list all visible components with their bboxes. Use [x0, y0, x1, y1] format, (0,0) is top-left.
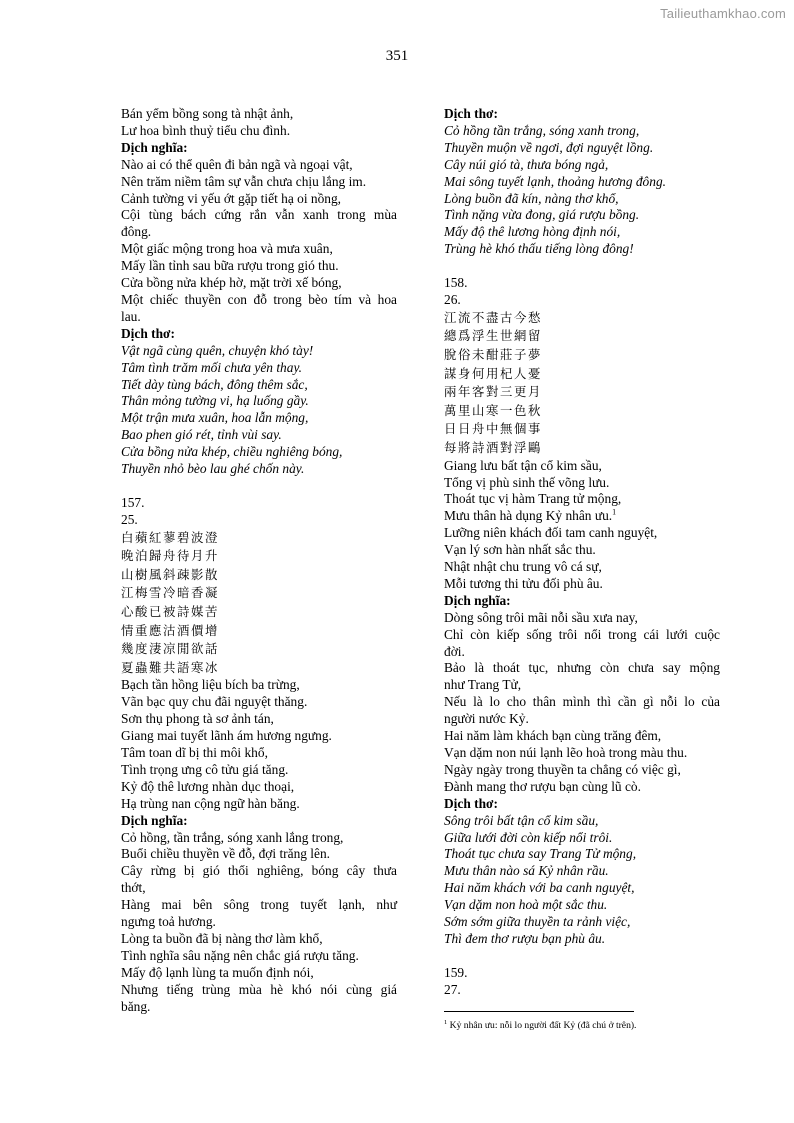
text-line: Giang lưu bất tận cổ kim sầu,	[444, 457, 602, 473]
poem-159-number: 159.	[444, 964, 468, 980]
text-line: Lư hoa bình thuỷ tiểu chu đình.	[121, 122, 291, 138]
text-line: Nhưng tiếng trùng mùa hè khó nói cùng giá	[121, 981, 397, 997]
text-line: Chỉ còn kiếp sống trôi nổi trong cái lưới cuộc	[444, 626, 720, 642]
text-line: Đành mang thơ rượu bạn cùng lũ cò.	[444, 778, 641, 794]
spacer	[444, 948, 720, 965]
text-line: Sông trôi bất tận cổ kim sầu,	[444, 812, 599, 828]
poem-156-verse-translation	[121, 343, 397, 478]
text-line: Cảnh tường vi yếu ớt gặp tiết hạ oi nồng,	[121, 190, 342, 206]
left-column	[121, 106, 397, 1016]
text-line: Cỏ hồng, tần trắng, sóng xanh lắng trong,	[121, 829, 344, 845]
text-line: Mai sông tuyết lạnh, thoảng hương đông.	[444, 173, 666, 189]
text-line: ngưng toả hương.	[121, 914, 216, 930]
footnote	[444, 1020, 764, 1032]
text-line: lau.	[121, 308, 141, 324]
transliteration-line: Mưu thân hà dụng Kỷ nhân ưu.	[444, 508, 613, 524]
right-column	[444, 106, 720, 999]
poem-158-translation-header: Dịch nghĩa:	[444, 592, 511, 608]
text-line: Mấy lần tỉnh sau bữa rượu trong gió thu.	[121, 258, 339, 274]
text-line: Thoát tục vị hàm Trang tử mộng,	[444, 491, 622, 507]
text-line: Trùng hè khó thấu tiếng lòng đông!	[444, 241, 634, 257]
text-line: Nhật nhật chu trung vô cá sự,	[444, 559, 602, 575]
text-line: Cây núi gió tà, thưa bóng ngả,	[444, 156, 609, 172]
text-line: Giang mai tuyết lãnh ám hương ngưng.	[121, 728, 332, 744]
poem-157-transliteration	[121, 677, 397, 812]
text-line: Vạn lý sơn hàn nhất sắc thu.	[444, 542, 596, 558]
chinese-verse-line: 白蘋紅蓼碧波澄	[121, 529, 219, 545]
footnote-divider	[444, 1011, 634, 1012]
text-line: Vật ngã cùng quên, chuyện khó tày!	[121, 342, 314, 358]
text-line: Hạ trùng nan cộng ngữ hàn băng.	[121, 795, 300, 811]
text-line: Vãn bạc quy chu đãi nguyệt thăng.	[121, 694, 308, 710]
text-line: Thuyền nhỏ bèo lau ghé chốn này.	[121, 461, 305, 477]
text-line: Tình nghĩa sâu nặng nên chắc giá rượu tăng.	[121, 947, 359, 963]
poem-157-verse-translation	[444, 123, 720, 258]
chinese-verse-line: 夏蟲難共語寒冰	[121, 659, 219, 675]
text-line: Thân mỏng tường vi, hạ luống gầy.	[121, 393, 309, 409]
text-line: Thì đem thơ rượu bạn phù âu.	[444, 930, 606, 946]
text-line: Cội tùng bách cứng rắn vẫn xanh trong mùa	[121, 207, 397, 223]
text-line: Nếu là lo cho thân mình thì cần gì nỗi lo của	[444, 694, 720, 710]
text-line: Một giấc mộng trong hoa và mưa xuân,	[121, 241, 333, 257]
chinese-verse-line: 謀身何用杞人憂	[444, 365, 542, 381]
poem-158-verse-header: Dịch thơ:	[444, 795, 498, 811]
poem-159-index: 27.	[444, 981, 461, 997]
chinese-verse-line: 日日舟中無個事	[444, 421, 542, 437]
poem-156-prose-translation	[121, 157, 397, 326]
text-line: Mấy độ thê lương hòng định nói,	[444, 224, 621, 240]
footnote-mark: 1	[444, 1018, 448, 1026]
text-line: Sơn thụ phong tà sơ ảnh tán,	[121, 711, 274, 727]
chinese-verse-line: 總爲浮生世網留	[444, 328, 542, 344]
chinese-verse-line: 每將詩酒對浮鷗	[444, 440, 542, 456]
text-line: Hai năm khách với ba canh nguyệt,	[444, 880, 635, 896]
text-line: Một trận mưa xuân, hoa lẫn mộng,	[121, 410, 309, 426]
text-line: Lòng buồn đã kín, nàng thơ khổ,	[444, 190, 619, 206]
chinese-verse-line: 山樹風斜疎影散	[121, 566, 219, 582]
text-line: thớt,	[121, 880, 146, 896]
text-line: Bảo là thoát tục, nhưng còn chưa say mộng	[444, 660, 720, 676]
text-line: Thoát tục chưa say Trang Tử mộng,	[444, 846, 637, 862]
poem-158-chinese-text	[444, 309, 720, 458]
text-line: Tâm toan dĩ bị thi môi khổ,	[121, 745, 268, 761]
spacer	[121, 478, 397, 495]
footnote-text: Kỷ nhân ưu: nỗi lo người đất Kỷ (đã chú ở trên).	[449, 1020, 637, 1031]
poem-157-prose-translation	[121, 830, 397, 1016]
text-line: Mỗi tương thi tửu đối phù âu.	[444, 575, 603, 591]
text-line: Lưỡng niên khách đối tam canh nguyệt,	[444, 525, 658, 541]
text-line: Bao phen gió rét, tỉnh vùi say.	[121, 427, 282, 443]
chinese-verse-line: 江流不盡古今愁	[444, 309, 542, 325]
text-line: Tiết dày tùng bách, đông thêm sắc,	[121, 376, 308, 392]
text-line: Một chiếc thuyền con đỗ trong bèo tím và hoa	[121, 291, 397, 307]
poem-157-index: 25.	[121, 511, 138, 527]
text-line: Sớm sớm giữa thuyền ta rảnh việc,	[444, 914, 631, 930]
chinese-verse-line: 情重應沽酒價增	[121, 622, 219, 638]
poem-157-chinese-text	[121, 529, 397, 678]
poem-158-transliteration-c	[444, 525, 720, 593]
text-line: Tình nặng vừa đong, giá rượu bồng.	[444, 207, 640, 223]
text-line: Hai năm làm khách bạn cùng trăng đêm,	[444, 728, 662, 744]
chinese-verse-line: 萬里山寒一色秋	[444, 402, 542, 418]
text-line: đời.	[444, 643, 465, 659]
text-line: đông.	[121, 224, 152, 240]
text-line: Tâm tình trăm mối chưa yên thay.	[121, 359, 302, 375]
text-line: Cây rừng bị gió thổi nghiêng, bóng cây thưa	[121, 863, 397, 879]
poem-158-index: 26.	[444, 291, 461, 307]
text-line: Vạn dặm non núi lạnh lẽo hoà trong màu thu.	[444, 745, 688, 761]
poem-157-verse-header: Dịch thơ:	[444, 106, 498, 121]
poem-158-transliteration-line-with-note	[444, 508, 720, 525]
text-line: Lòng ta buồn đã bị nàng thơ làm khổ,	[121, 930, 323, 946]
page-number: 351	[385, 48, 409, 64]
text-line: Bán yểm bồng song tà nhật ảnh,	[121, 106, 294, 121]
text-line: Dòng sông trôi mãi nỗi sầu xưa nay,	[444, 609, 638, 625]
spacer	[444, 258, 720, 275]
verse-translation-header: Dịch thơ:	[121, 325, 175, 341]
text-line: Giữa lưới đời còn kiếp nổi trôi.	[444, 829, 613, 845]
text-line: Hàng mai bên sông trong tuyết lạnh, như	[121, 897, 397, 913]
poem-157-translation-header: Dịch nghĩa:	[121, 812, 188, 828]
chinese-verse-line: 心酸已被詩媒苦	[121, 604, 219, 620]
chinese-verse-line: 幾度淒凉閒欲話	[121, 641, 219, 657]
text-line: Kỷ độ thê lương nhàn dục thoại,	[121, 778, 295, 794]
text-line: Bạch tần hồng liệu bích ba trừng,	[121, 677, 300, 693]
text-line: băng.	[121, 998, 151, 1014]
text-line: Vạn dặm non hoà một sắc thu.	[444, 897, 608, 913]
poem-157-number: 157.	[121, 494, 145, 510]
footnote-reference[interactable]: 1	[612, 507, 617, 517]
watermark: Tailieuthamkhao.com	[660, 6, 786, 21]
poem-158-prose-translation	[444, 610, 720, 796]
chinese-verse-line: 江梅雪冷暗香凝	[121, 585, 219, 601]
text-line: Nào ai có thể quên đi bản ngã và ngoại vật,	[121, 156, 353, 172]
text-line: Cửa bồng nửa khép, chiều nghiêng bóng,	[121, 444, 343, 460]
text-line: người nước Kỷ.	[444, 711, 529, 727]
text-line: Buổi chiều thuyền về đỗ, đợi trăng lên.	[121, 846, 331, 862]
text-line: Thuyền muộn về ngơi, đợi nguyệt lồng.	[444, 139, 654, 155]
poem-158-transliteration-a	[444, 458, 720, 509]
text-line: Cửa bồng nửa khép hờ, mặt trời xế bóng,	[121, 275, 342, 291]
text-line: Ngày ngày trong thuyền ta chẳng có việc gì,	[444, 761, 681, 777]
text-line: như Trang Tử,	[444, 677, 522, 693]
poem-158-verse-translation	[444, 813, 720, 948]
chinese-verse-line: 晚泊歸舟待月升	[121, 548, 219, 564]
poem-156-transliteration-tail	[121, 106, 397, 140]
text-line: Mưu thân nào sá Kỷ nhân rầu.	[444, 863, 609, 879]
text-line: Tổng vị phù sinh thế võng lưu.	[444, 474, 610, 490]
text-line: Nên trăm niềm tâm sự vẫn chưa chịu lắng im.	[121, 173, 367, 189]
chinese-verse-line: 脫俗未酣莊子夢	[444, 347, 542, 363]
poem-158-number: 158.	[444, 275, 468, 291]
text-line: Tình trọng ưng cô tửu giá tăng.	[121, 761, 289, 777]
text-line: Mấy độ lạnh lùng ta muốn định nói,	[121, 964, 314, 980]
translation-header: Dịch nghĩa:	[121, 139, 188, 155]
chinese-verse-line: 兩年客對三更月	[444, 384, 542, 400]
text-line: Cỏ hồng tần trắng, sóng xanh trong,	[444, 122, 640, 138]
